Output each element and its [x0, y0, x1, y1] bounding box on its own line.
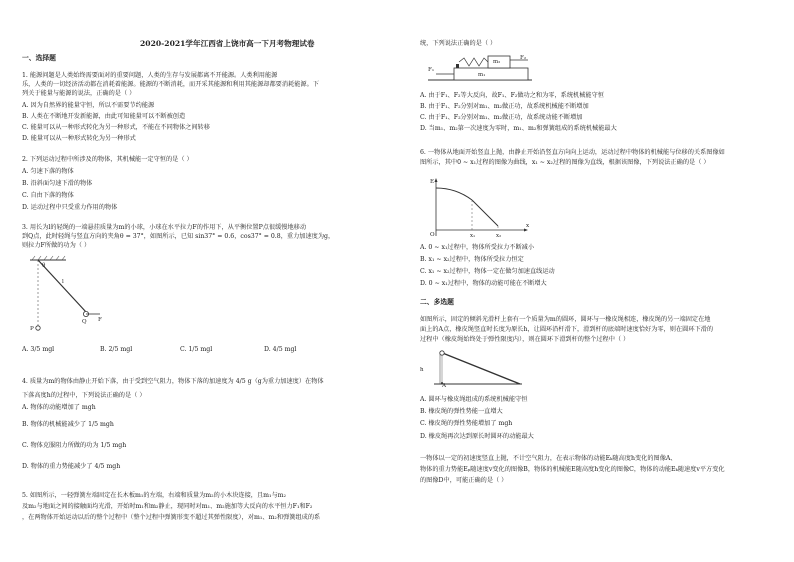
- option-c[interactable]: C. x₁ ~ x₂过程中，物体一定在做匀加速直线运动: [420, 268, 555, 275]
- option-c[interactable]: C. 物体克服阻力所做的功为 1/5 mgh: [22, 442, 127, 449]
- left-column: [22, 0, 392, 562]
- option-b[interactable]: B. 橡皮绳的弹性势能一直增大: [420, 408, 503, 415]
- option-c[interactable]: C. 橡皮绳的弹性势能增加了 mgh: [420, 420, 513, 427]
- option-b[interactable]: B. x₁ ~ x₂过程中，物体所受拉力恒定: [420, 256, 524, 263]
- option-d[interactable]: D. 4/5 mgl: [264, 346, 297, 353]
- figure-label-f2: F₂: [520, 55, 527, 61]
- figure-label-theta: θ: [42, 263, 46, 269]
- option-d[interactable]: D. 橡皮绳再次达到原长时圆环的动能最大: [420, 433, 534, 440]
- question-text: ，在两物体开始运动以后的整个过程中（整个过程中弹簧形变不超过其弹性限度），对m₁、m₂和弹簧组成的系: [22, 514, 321, 521]
- figure-label-m1: m₁: [478, 72, 486, 78]
- section-heading-choice: 一、选择题: [22, 54, 56, 62]
- figure-label-f: F: [98, 317, 102, 323]
- question-text: 1. 能源问题是人类始终需要面对的重要问题，人类的生存与发展都离不开能源。人类利用能源: [22, 72, 278, 79]
- option-c[interactable]: C. 1/5 mgl: [180, 346, 213, 353]
- question-text: 物体的重力势能Eₚ随速度v变化的图像B，物体的机械能E随高度h变化的图像C，物体的动能Eₖ随速度v平方变化: [420, 466, 725, 473]
- figure-label-h: h: [420, 367, 424, 373]
- energy-displacement-graph: [430, 178, 530, 238]
- page-title: 2020-2021学年江西省上饶市高一下月考物理试卷: [140, 39, 315, 48]
- option-d[interactable]: D. 运动过程中只受重力作用的物体: [22, 204, 118, 211]
- figure-label-m2: m₂: [493, 59, 501, 65]
- right-column: [420, 0, 790, 562]
- question-text: 2. 下列运动过程中所涉及的物体，其机械能一定守恒的是（ ）: [22, 156, 193, 163]
- option-a[interactable]: A. 匀速下落的物体: [22, 168, 74, 175]
- question-5-continued: 统，下列说法正确的是（ ）: [420, 40, 497, 47]
- question-text: 6. 一物体从地面开始竖直上抛，由静止开始沿竖直方向向上运动，运动过程中物体的机械能与位移的关系图像如: [420, 149, 725, 156]
- option-d[interactable]: D. 能量可以从一种形式转化为另一种形式: [22, 135, 136, 142]
- figure-label-q: Q: [82, 319, 87, 325]
- question-text: 则拉力F所做的功为（ ）: [22, 242, 91, 249]
- option-a[interactable]: A. 由于F₁、F₂等大反向，故F₁、F₂做功之和为零，系统机械能守恒: [420, 92, 604, 99]
- question-text: 图所示，其中0 ~ x₁过程的图像为曲线，x₁ ~ x₂过程的图像为直线，根据该图像，下列说法正确的是（ ）: [420, 159, 710, 166]
- option-c[interactable]: C. 由于F₁、F₂分别对m₁、m₂做正功，故系统动能不断增加: [420, 114, 583, 121]
- figure-label-a: A: [442, 383, 447, 389]
- option-d[interactable]: D. 物体的重力势能减少了 4/5 mgh: [22, 463, 121, 470]
- option-a[interactable]: A. 3/5 mgl: [22, 346, 55, 353]
- question-text: 下落高度h的过程中，下列说法正确的是（ ）: [22, 392, 146, 399]
- question-text: 的图像D中，可能正确的是（ ）: [420, 477, 508, 484]
- option-b[interactable]: B. 沿斜面匀速下滑的物体: [22, 180, 93, 187]
- figure-label-f1: F₁: [428, 67, 435, 73]
- question-text: 面上的A点，橡皮绳竖直时长度为原长h，让圆环沿杆滑下，滑到杆的底端时速度恰好为零，则在圆环下滑的: [420, 326, 714, 333]
- question-text: 及m₂与地面之间的接触面均光滑，开始时m₁和m₂静止，现同时对m₁、m₂施加等大反向的水平恒力F₁和F₂: [22, 503, 313, 510]
- option-b[interactable]: B. 物体的机械能减少了 1/5 mgh: [22, 421, 114, 428]
- option-a[interactable]: A. 物体的动能增加了 mgh: [22, 404, 96, 411]
- option-d[interactable]: D. 当m₁、m₂第一次速度为零时，m₁、m₂和弹簧组成的系统机械能最大: [420, 125, 617, 132]
- ring-rod-figure: [434, 348, 524, 388]
- option-c[interactable]: C. 能量可以从一种形式转化为另一种形式，不能在不同物体之间转移: [22, 124, 210, 131]
- option-a[interactable]: A. 因为自然界的能量守恒，所以不需要节约能源: [22, 102, 155, 109]
- option-a[interactable]: A. 圆环与橡皮绳组成的系统机械能守恒: [420, 396, 528, 403]
- section-heading-multi: 二、多选题: [420, 298, 454, 306]
- graph-label-origin: O: [430, 232, 435, 238]
- option-a[interactable]: A. 0 ~ x₁过程中，物体所受拉力不断减小: [420, 244, 535, 251]
- question-text: 4. 质量为m的物体由静止开始下落，由于受到空气阻力，物体下落的加速度为 4/5 g（g为重力加速度）在物体: [22, 378, 324, 385]
- graph-label-x2: x₂: [496, 233, 502, 239]
- option-b[interactable]: B. 2/5 mgl: [100, 346, 133, 353]
- question-text: 乐，人类的一切经济活动都在消耗着能源。能源的不断消耗，而开采其能源和利用其能源却都要消耗能源。下: [22, 81, 319, 88]
- question-text: 过程中（橡皮绳始终处于弹性限度内），则在圆环下滑到杆的整个过程中（ ）: [420, 336, 630, 343]
- graph-label-x1: x₁: [470, 233, 476, 239]
- question-text: 3. 用长为l的轻绳的一端悬挂质量为m的小球，小球在水平拉力F的作用下，从平衡位置P点很缓慢地移动: [22, 224, 307, 231]
- figure-label-l: l: [62, 279, 64, 285]
- question-text: 到Q点，此时轻绳与竖直方向的夹角θ = 37°，如图所示，已知 sin37° = 0.6，cos37° = 0.8，重力加速度为g，: [22, 233, 335, 240]
- question-text: 一物体以一定的初速度竖直上抛，不计空气阻力，在表示物体的动能Eₖ随高度h变化的图像A、: [420, 455, 677, 462]
- option-d[interactable]: D. 0 ~ x₁过程中，物体的动能可能在不断增大: [420, 280, 547, 287]
- question-text: 列关于能量与能源的说法，正确的是（ ）: [22, 90, 136, 97]
- question-text: 如图所示，固定的倾斜光滑杆上套有一个质量为m的圆环，圆环与一橡皮绳相连，橡皮绳的另一端固定在地: [420, 316, 711, 323]
- figure-label-p: P: [30, 326, 34, 332]
- option-c[interactable]: C. 自由下落的物体: [22, 192, 74, 199]
- graph-label-x: x: [526, 223, 530, 229]
- graph-label-e: E: [430, 179, 435, 185]
- option-b[interactable]: B. 由于F₁、F₂分别对m₁、m₂做正功，故系统机械能不断增加: [420, 103, 589, 110]
- question-text: 5. 如图所示，一轻弹簧左端固定在长木板m₁的左端，右端和质量为m₂的小木块连接，且m₁与m₂: [22, 492, 287, 499]
- option-b[interactable]: B. 人类在不断地开发新能源，由此可知能量可以不断被创造: [22, 113, 186, 120]
